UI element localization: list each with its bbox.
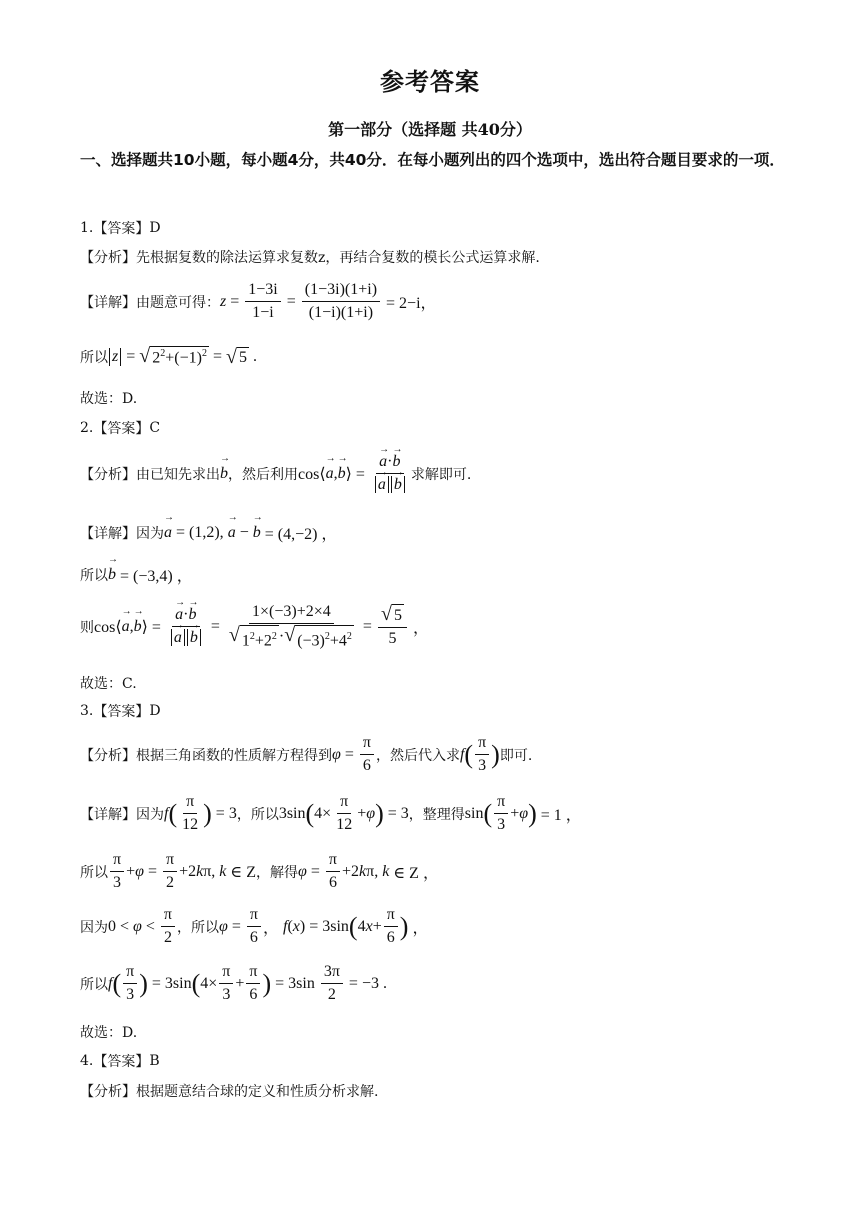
page-title: 参考答案: [380, 68, 480, 96]
q2-answer-line: 2. 【答案】 C: [80, 420, 161, 437]
q2-formula-cos-definition: cos⟨ → a , → b ⟩ = → a·→ b → a→ b: [298, 452, 411, 495]
q1-detail-line: 【详解】 由题意可得： z = $\frac{1-3i}{1-i}$ = $\frac{(1-3i)(1+i)}{(1-i)(1+i)}$ = 2−i，: [80, 281, 437, 321]
q3-analysis-line: 【分析】 根据三角函数的性质解方程得到 φ = $\frac{\pi}{6}$ ，然后代入求 f ( $\frac{\pi}{3}$ ) 即可.: [80, 734, 533, 774]
q3-formula-phi-general: φ = $\frac{\pi}{6}$ +2 k π, k ∈ Z ，: [298, 851, 439, 891]
q3-formula-sin-eq: 3sin ( 4× $\frac{\pi}{12}$ + φ ) = 3: [278, 793, 409, 833]
q3-formula-general: $\frac{\pi}{3}$ + φ = $\frac{\pi}{2}$ +2 k π, k ∈ Z: [108, 850, 256, 893]
q3-formula-f-pi3: f ( $\frac{\pi}{3}$ ): [459, 734, 500, 774]
q2-then-line: 则 cos⟨ → a , → b ⟩ = → a·→ b → a→ b = 1×(−3)+2×4 √ $1^2+2^2$ · √ $(-3)^2+4^2$ = √ 5 5 ，: [80, 602, 429, 651]
q3-line-4: 所以 f ( $\frac{\pi}{3}$ ) = 3sin ( 4× $\frac{\pi}{3}$ + $\frac{\pi}{6}$ ) = 3sin $\frac{3\pi}{2}$ = −3 .: [80, 963, 387, 1003]
q3-detail-line: 【详解】 因为 f ( $\frac{\pi}{12}$ ) = 3 ，所以 3sin ( 4× $\frac{\pi}{12}$ + φ ) = 3 ，整理得 sin ( $\frac{\pi}{3}$ + φ ) = 1 ，: [80, 793, 582, 833]
q3-choose-line: 故选：D.: [80, 1025, 138, 1041]
q1-analysis-line: 【分析】 先根据复数的除法运算求复数z，再结合复数的模长公式运算求解.: [80, 250, 540, 266]
q3-formula-result: f ( $\frac{\pi}{3}$ ) = 3sin ( 4× $\frac{\pi}{3}$ + $\frac{\pi}{6}$ ) = 3sin $\frac{3\pi}{2}$ = −3 .: [108, 963, 387, 1003]
q2-detail-line: 【详解】 因为 → a = (1,2), → a − → b = (4,−2) ，: [80, 521, 337, 544]
q1-so-line: 所以 z = √ $2^2+(-1)^2$ = √ 5 .: [80, 345, 257, 368]
q3-answer-line: 3. 【答案】 D: [80, 703, 161, 720]
q2-formula-given: → a = (1,2), → a − → b = (4,−2) ，: [164, 521, 337, 544]
q2-formula-cos-value: cos⟨ → a , → b ⟩ = → a·→ b → a→ b = 1×(−3)+2×4 √ $1^2+2^2$ · √ $(-3)^2+4^2$ = √ 5 5 ，: [94, 602, 429, 651]
q2-choose-line: 故选：C.: [80, 676, 137, 692]
q2-so-line: 所以 → b = (−3,4) ，: [80, 563, 193, 586]
q3-formula-f-pi12: f ( $\frac{\pi}{12}$ ) = 3: [164, 793, 237, 833]
q1-formula-modulus: z = √ $2^2+(-1)^2$ = √ 5 .: [108, 346, 257, 367]
q3-line-3: 因为 0 < φ < $\frac{\pi}{2}$ ，所以 φ = $\frac{\pi}{6}$ ， f ( x ) = 3sin ( 4 x + $\frac{\pi}{6}$ ) ，: [80, 906, 429, 946]
q1-choose-line: 故选：D.: [80, 391, 138, 407]
q1-answer-line: 1. 【答案】 D: [80, 220, 161, 237]
q3-formula-phi-value: φ = $\frac{\pi}{6}$ ，: [219, 906, 283, 946]
q2-formula-b: → b = (−3,4) ，: [108, 563, 193, 586]
part-heading: 第一部分（选择题 共40分）: [328, 120, 532, 139]
q1-formula-division: z = $\frac{1-3i}{1-i}$ = $\frac{(1-3i)(1+i)}{(1-i)(1+i)}$ = 2−i，: [220, 281, 437, 321]
q2-analysis-line: 【分析】 由已知先求出 → b ，然后利用 cos⟨ → a , → b ⟩ = → a·→ b → a→ b 求解即可.: [80, 452, 471, 495]
q3-formula-sin-simplified: sin ( $\frac{\pi}{3}$ + φ ) = 1 ，: [464, 793, 582, 833]
q3-formula-fx: f ( x ) = 3sin ( 4 x + $\frac{\pi}{6}$ ) ，: [282, 906, 429, 946]
q4-answer-line: 4. 【答案】 B: [80, 1053, 160, 1070]
q3-line-2: 所以 $\frac{\pi}{3}$ + φ = $\frac{\pi}{2}$ +2 k π, k ∈ Z ，解得 φ = $\frac{\pi}{6}$ +2 k π, k ∈ Z ，: [80, 851, 439, 891]
q3-formula-range: 0 < φ < $\frac{\pi}{2}$: [108, 905, 177, 948]
q4-analysis-line: 【分析】 根据题意结合球的定义和性质分析求解.: [80, 1084, 379, 1100]
section-heading: 一、选择题共10小题，每小题4分，共40分．在每小题列出的四个选项中，选出符合题目要求的一项．: [80, 151, 785, 169]
q3-formula-phi: φ = $\frac{\pi}{6}$: [332, 733, 376, 776]
